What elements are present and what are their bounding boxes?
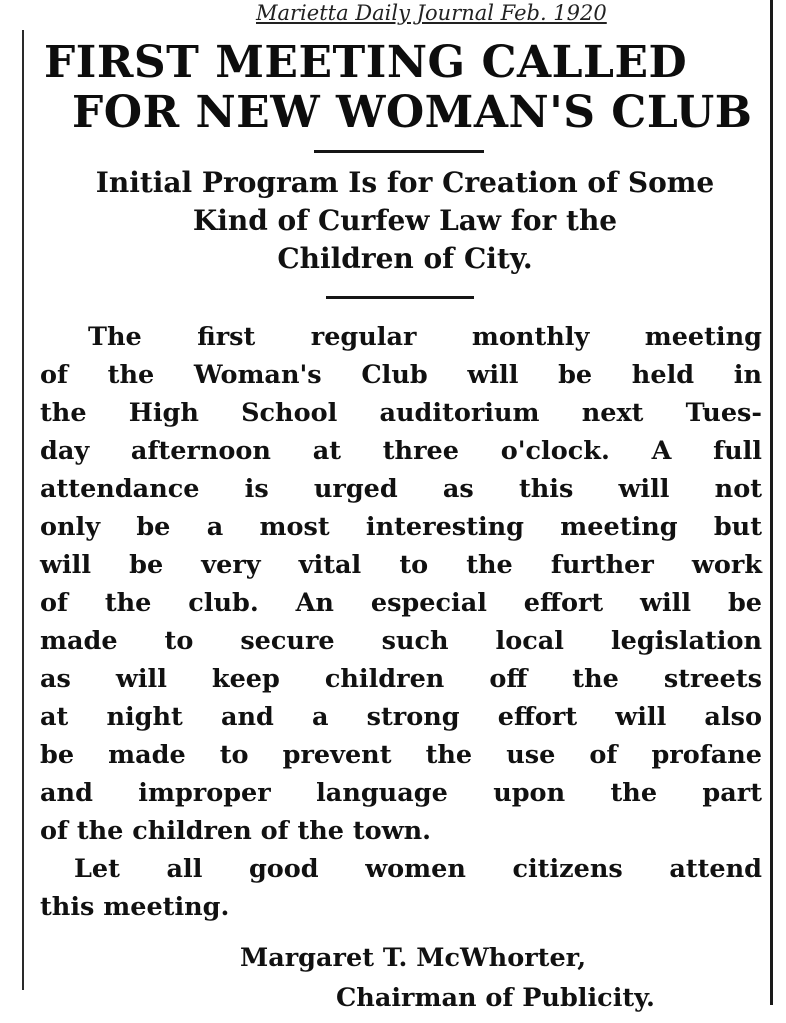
article-body xyxy=(40,318,762,926)
headline-line-2: FOR NEW WOMAN'S CLUB xyxy=(72,87,753,138)
body-line: as will keep children off the streets xyxy=(40,664,762,694)
body-line: of the children of the town. xyxy=(40,816,432,846)
body-line: of the club. An especial effort will be xyxy=(40,588,762,618)
body-line: only be a most interesting meeting but xyxy=(40,512,762,542)
subhead-line-1: Initial Program Is for Creation of Some xyxy=(95,166,715,199)
headline-divider xyxy=(314,150,484,153)
subheadline xyxy=(40,164,770,278)
body-line: at night and a strong effort will also xyxy=(40,702,762,732)
subhead-line-2: Kind of Curfew Law for the xyxy=(192,204,618,237)
body-line: of the Woman's Club will be held in xyxy=(40,360,762,390)
signature-block xyxy=(40,938,762,1018)
signature-name: Margaret T. McWhorter, xyxy=(240,943,587,973)
headline-line-1: FIRST MEETING CALLED xyxy=(44,37,688,88)
signature-title: Chairman of Publicity. xyxy=(336,983,655,1013)
body-line: the High School auditorium next Tues- xyxy=(40,398,762,428)
headline xyxy=(30,38,770,138)
body-line: and improper language upon the part xyxy=(40,778,762,808)
source-note-text: Marietta Daily Journal Feb. 1920 xyxy=(256,1,607,25)
body-line: Let all good women citizens attend xyxy=(74,854,762,884)
subhead-divider xyxy=(326,296,474,299)
body-line: made to secure such local legislation xyxy=(40,626,762,656)
body-line: attendance is urged as this will not xyxy=(40,474,762,504)
handwritten-source-note xyxy=(256,0,656,26)
body-line: The first regular monthly meeting xyxy=(88,322,762,352)
body-line: day afternoon at three o'clock. A full xyxy=(40,436,762,466)
body-line: this meeting. xyxy=(40,892,230,922)
body-line: will be very vital to the further work xyxy=(40,550,762,580)
subhead-line-3: Children of City. xyxy=(277,242,533,275)
right-column-rule xyxy=(770,0,773,1005)
left-column-rule xyxy=(22,30,24,990)
body-line: be made to prevent the use of profane xyxy=(40,740,762,770)
